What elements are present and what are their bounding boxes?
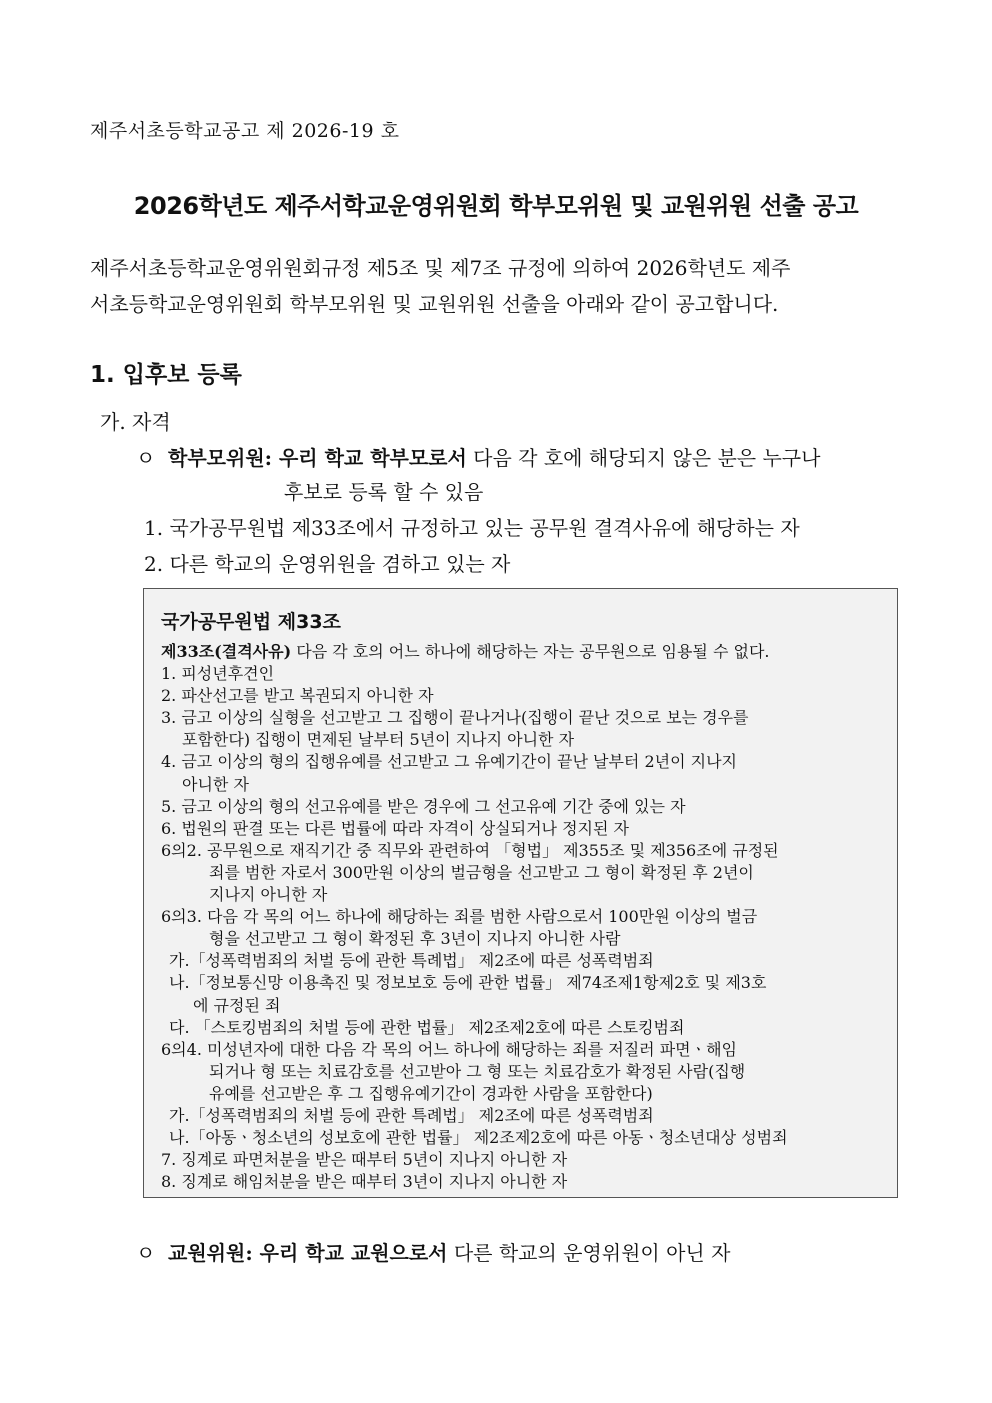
intro-line: 서초등학교운영위원회 학부모위원 및 교원위원 선출을 아래와 같이 공고합니다. bbox=[90, 292, 779, 316]
parent-member-text-continued: 후보로 등록 할 수 있음 bbox=[284, 480, 484, 504]
law-clause: 6의3. 다음 각 목의 어느 하나에 해당하는 죄를 범한 사람으로서 100만원 이상의 벌금 bbox=[161, 907, 758, 927]
law-clause-continued: 유예를 선고받은 후 그 집행유예기간이 경과한 사람을 포함한다) bbox=[209, 1083, 653, 1103]
parent-member-text: 다음 각 호에 해당되지 않은 분은 누구나 bbox=[466, 446, 821, 470]
law-clause: 6의2. 공무원으로 재직기간 중 직무와 관련하여 「형법」 제355조 및 제356조에 규정된 bbox=[161, 840, 779, 860]
law-clause: 2. 파산선고를 받고 복권되지 아니한 자 bbox=[161, 686, 434, 706]
law-clause: 3. 금고 이상의 실형을 선고받고 그 집행이 끝나거나(집행이 끝난 것으로 보는 경우를 bbox=[161, 708, 749, 728]
section-heading: 1. 입후보 등록 bbox=[90, 362, 242, 388]
teacher-member-text: 다른 학교의 운영위원이 아닌 자 bbox=[447, 1241, 731, 1265]
subsection-heading: 가. 자격 bbox=[100, 410, 171, 434]
law-clause-continued: 지나지 아니한 자 bbox=[209, 885, 328, 905]
law-article-lead bbox=[161, 641, 788, 663]
teacher-member-label: 교원위원: 우리 학교 교원으로서 bbox=[168, 1241, 448, 1265]
law-clause: 4. 금고 이상의 형의 집행유예를 선고받고 그 유예기간이 끝난 날부터 2년이 지나지 bbox=[161, 752, 737, 772]
law-clause: 6의4. 미성년자에 대한 다음 각 목의 어느 하나에 해당하는 죄를 저질러 파면ㆍ해임 bbox=[161, 1039, 737, 1059]
law-clause: 7. 징계로 파면처분을 받은 때부터 5년이 지나지 아니한 자 bbox=[161, 1150, 568, 1170]
law-subclause: 나.「정보통신망 이용촉진 및 정보보호 등에 관한 법률」 제74조제1항제2호 및 제3호 bbox=[169, 973, 767, 993]
bullet-marker: ㅇ bbox=[136, 446, 156, 470]
teacher-member-qualification bbox=[136, 1237, 730, 1266]
law-clause-continued: 아니한 자 bbox=[182, 774, 249, 794]
page-title: 2026학년도 제주서학교운영위원회 학부모위원 및 교원위원 선출 공고 bbox=[133, 192, 859, 220]
law-excerpt-title: 국가공무원법 제33조 bbox=[161, 611, 341, 633]
law-subclause: 다. 「스토킹범죄의 처벌 등에 관한 법률」 제2조제2호에 따른 스토킹범죄 bbox=[169, 1017, 685, 1037]
law-subclause: 가.「성폭력범죄의 처벌 등에 관한 특례법」 제2조에 따른 성폭력범죄 bbox=[169, 951, 654, 971]
law-clause-continued: 형을 선고받고 그 형이 확정된 후 3년이 지나지 아니한 사람 bbox=[209, 929, 621, 949]
law-excerpt-body bbox=[161, 641, 788, 1193]
law-clause-continued: 죄를 범한 자로서 300만원 이상의 벌금형을 선고받고 그 형이 확정된 후 2년이 bbox=[209, 862, 754, 882]
law-article-text: 다음 각 호의 어느 하나에 해당하는 자는 공무원으로 임용될 수 없다. bbox=[291, 642, 770, 661]
bullet-marker: ㅇ bbox=[136, 1241, 156, 1265]
law-subclause: 가.「성폭력범죄의 처벌 등에 관한 특례법」 제2조에 따른 성폭력범죄 bbox=[169, 1105, 654, 1125]
intro-line: 제주서초등학교운영위원회규정 제5조 및 제7조 규정에 의하여 2026학년도 제주 bbox=[90, 256, 791, 280]
notice-number: 제주서초등학교공고 제 2026-19 호 bbox=[90, 120, 400, 142]
law-clause: 5. 금고 이상의 형의 선고유예를 받은 경우에 그 선고유예 기간 중에 있는 자 bbox=[161, 796, 686, 816]
law-clause-continued: 되거나 형 또는 치료감호를 선고받아 그 형 또는 치료감호가 확정된 사람(집행 bbox=[209, 1061, 746, 1081]
parent-member-qualification bbox=[136, 442, 820, 471]
law-clause-continued: 포함한다) 집행이 면제된 날부터 5년이 지나지 아니한 자 bbox=[182, 730, 575, 750]
law-clause: 6. 법원의 판결 또는 다른 법률에 따라 자격이 상실되거나 정지된 자 bbox=[161, 818, 629, 838]
list-item: 2. 다른 학교의 운영위원을 겸하고 있는 자 bbox=[144, 552, 511, 576]
parent-member-label: 학부모위원: 우리 학교 학부모로서 bbox=[168, 446, 467, 470]
list-item: 1. 국가공무원법 제33조에서 규정하고 있는 공무원 결격사유에 해당하는 자 bbox=[144, 516, 800, 540]
law-subclause-continued: 에 규정된 죄 bbox=[193, 995, 281, 1015]
law-article-title: 제33조(결격사유) bbox=[161, 642, 292, 661]
law-subclause: 나.「아동ㆍ청소년의 성보호에 관한 법률」 제2조제2호에 따른 아동ㆍ청소년대상 성범죄 bbox=[169, 1128, 788, 1148]
law-excerpt-box bbox=[143, 588, 898, 1198]
law-clause: 1. 피성년후견인 bbox=[161, 664, 275, 684]
law-clause: 8. 징계로 해임처분을 받은 때부터 3년이 지나지 아니한 자 bbox=[161, 1172, 568, 1192]
intro-paragraph bbox=[90, 250, 790, 322]
